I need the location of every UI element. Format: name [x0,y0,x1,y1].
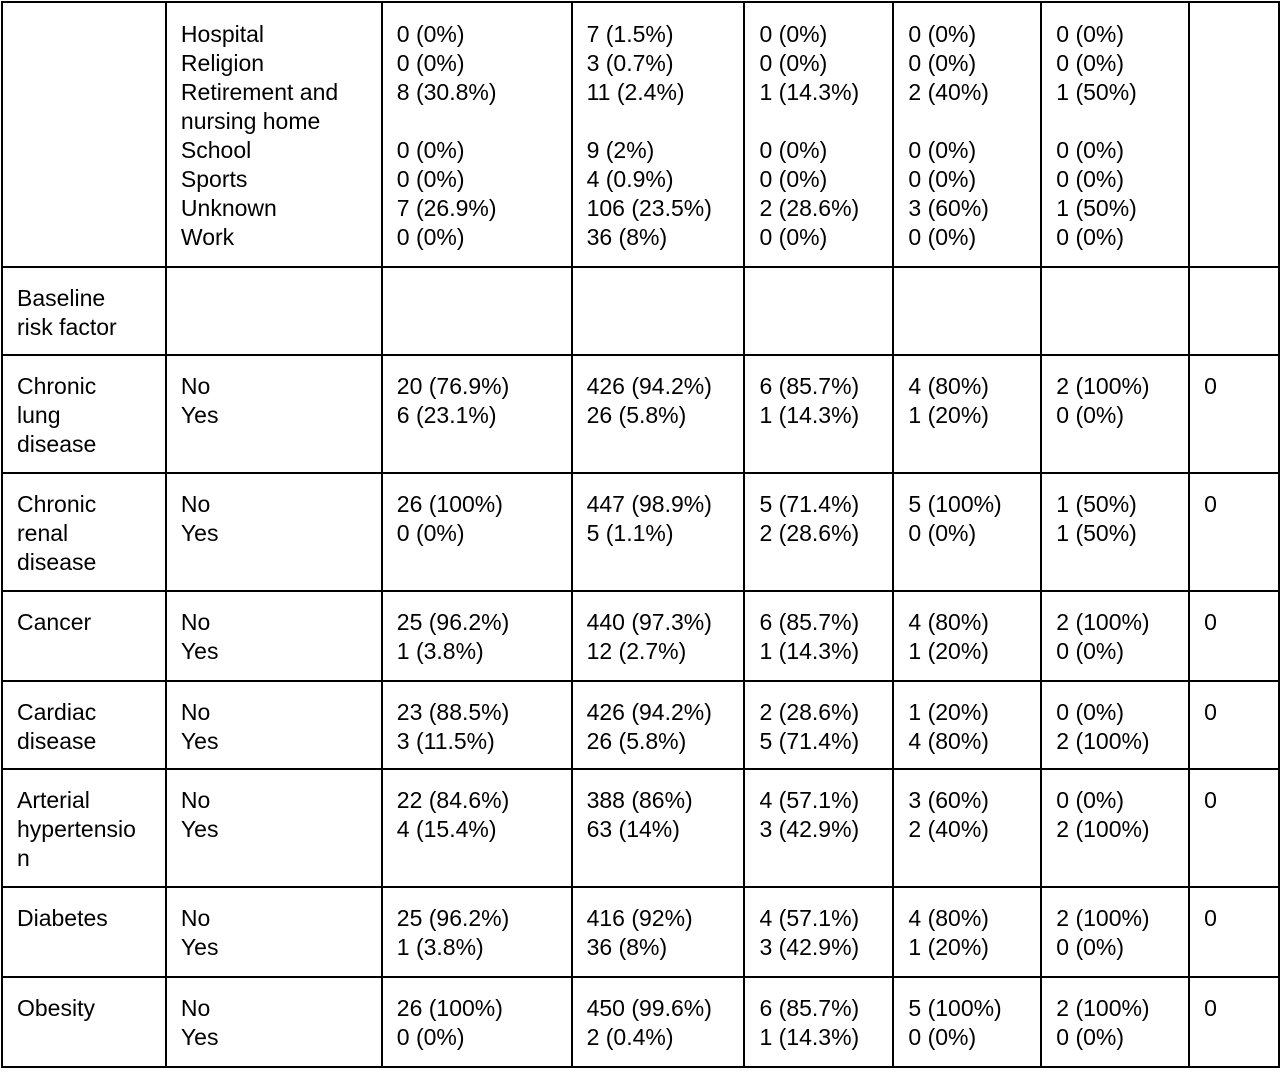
value-cell-col2 [572,681,745,769]
cell-line: 26 (5.8%) [586,402,687,428]
cell-line: 1 (20%) [908,638,989,664]
value-cell-col5 [1041,473,1189,591]
cell-line: 0 (0%) [396,50,465,76]
value-cell-col2 [572,473,745,591]
value-cell-col5 [1041,887,1189,977]
table-row [2,977,1279,1067]
cell-line: 2 (100%) [1056,995,1150,1021]
cell-line: 0 (0%) [759,137,828,163]
cell-line: 9 (2%) [586,137,655,163]
category-cell [166,887,382,977]
cell-line: 23 (88.5%) [396,699,510,725]
cell-line: Arterial [17,787,90,813]
cell-line: Yes [180,1024,219,1050]
cell-line: 0 (0%) [759,166,828,192]
value-cell-col3 [744,473,893,591]
cell-line: 6 (85.7%) [759,609,860,635]
table-body [2,2,1279,1067]
cell-line: 25 (96.2%) [396,609,510,635]
cell-line: 5 (71.4%) [759,728,860,754]
value-cell-col2 [572,2,745,267]
cell-line: 0 [1204,373,1217,399]
cell-line: 12 (2.7%) [586,638,687,664]
row-label-cell [2,591,166,681]
cell-line: Yes [180,816,219,842]
cell-line: 0 (0%) [396,520,465,546]
cell-line: 388 (86%) [586,787,693,813]
cell-line: 0 (0%) [1056,137,1125,163]
category-cell [166,977,382,1067]
cell-line: 3 (11.5%) [396,728,495,754]
category-cell [166,355,382,473]
cell-line: 20 (76.9%) [396,373,510,399]
value-cell-col2 [572,267,745,355]
cell-line: 2 (28.6%) [759,699,860,725]
table-row [2,591,1279,681]
cell-line: 0 [1204,905,1217,931]
value-cell-col6 [1189,591,1279,681]
cell-line: 1 (20%) [908,402,989,428]
value-cell-col5 [1041,2,1189,267]
value-cell-col5 [1041,977,1189,1067]
value-cell-col6 [1189,681,1279,769]
cell-line [1056,107,1180,136]
value-cell-col1 [382,591,572,681]
cell-line: 3 (42.9%) [759,934,860,960]
value-cell-col4 [893,591,1041,681]
value-cell-col3 [744,769,893,887]
cell-line: Religion [180,50,265,76]
cell-line: 5 (1.1%) [586,520,674,546]
cell-line: 4 (80%) [908,373,989,399]
cell-line: 2 (100%) [1056,905,1150,931]
cell-line: disease [17,549,97,575]
category-cell [166,473,382,591]
cell-line: 5 (100%) [908,491,1002,517]
cell-line: hypertensio [17,816,136,842]
value-cell-col1 [382,267,572,355]
cell-line: renal [17,520,69,546]
row-label-cell [2,267,166,355]
cell-line: 3 (42.9%) [759,816,860,842]
cell-line: 1 (50%) [1056,79,1137,105]
cell-line: 26 (100%) [396,995,503,1021]
value-cell-col4 [893,769,1041,887]
cell-line: Obesity [17,995,95,1021]
value-cell-col1 [382,355,572,473]
value-cell-col2 [572,591,745,681]
cell-line: 0 (0%) [396,224,465,250]
value-cell-col3 [744,267,893,355]
cell-line: 0 (0%) [396,21,465,47]
value-cell-col3 [744,681,893,769]
table-row [2,681,1279,769]
cell-line: 416 (92%) [586,905,693,931]
cell-line: 0 (0%) [1056,638,1125,664]
value-cell-col1 [382,473,572,591]
cell-line: No [180,491,211,517]
cell-line: 1 (50%) [1056,195,1137,221]
value-cell-col6 [1189,355,1279,473]
cell-line: Retirement and [180,79,339,105]
cell-line: 0 (0%) [908,50,977,76]
cell-line: 0 (0%) [1056,21,1125,47]
cell-line [587,107,736,136]
cell-line: 4 (80%) [908,728,989,754]
cell-line: Sports [180,166,248,192]
value-cell-col6 [1189,977,1279,1067]
cell-line: 0 (0%) [396,137,465,163]
value-cell-col5 [1041,591,1189,681]
cell-line: n [17,845,30,871]
row-label-cell [2,769,166,887]
row-label-cell [2,473,166,591]
cell-line: 0 (0%) [908,21,977,47]
value-cell-col1 [382,681,572,769]
table-row [2,473,1279,591]
cell-line: 6 (85.7%) [759,373,860,399]
value-cell-col5 [1041,267,1189,355]
cell-line: 36 (8%) [586,224,668,250]
cell-line: 0 [1204,995,1217,1021]
category-cell [166,769,382,887]
value-cell-col1 [382,887,572,977]
value-cell-col4 [893,2,1041,267]
value-cell-col4 [893,887,1041,977]
cell-line: No [180,995,211,1021]
cell-line: 1 (20%) [908,934,989,960]
cell-line: 7 (26.9%) [396,195,497,221]
cell-line: Baseline [17,285,106,311]
row-label-cell [2,887,166,977]
value-cell-col1 [382,977,572,1067]
row-label-cell [2,2,166,267]
cell-line: 11 (2.4%) [586,79,685,105]
cell-line: No [180,905,211,931]
cell-line: 4 (80%) [908,905,989,931]
cell-line: 1 (3.8%) [396,934,484,960]
value-cell-col2 [572,887,745,977]
cell-line: Hospital [180,21,265,47]
cell-line: 0 (0%) [759,224,828,250]
cell-line: 4 (0.9%) [586,166,674,192]
category-cell [166,591,382,681]
cell-line: 0 (0%) [908,137,977,163]
cell-line: 0 (0%) [759,21,828,47]
cell-line: 3 (60%) [908,195,989,221]
value-cell-col3 [744,977,893,1067]
cell-line: 0 (0%) [1056,934,1125,960]
cell-line: Yes [180,520,219,546]
value-cell-col4 [893,355,1041,473]
cell-line: 0 (0%) [1056,402,1125,428]
cell-line: 1 (20%) [908,699,989,725]
cell-line: 0 [1204,491,1217,517]
cell-line: 0 [1204,609,1217,635]
cell-line [908,107,1032,136]
cell-line: 0 (0%) [1056,1024,1125,1050]
cell-line: 4 (57.1%) [759,905,860,931]
cell-line: 106 (23.5%) [586,195,712,221]
category-cell [166,267,382,355]
value-cell-col3 [744,355,893,473]
cell-line: 25 (96.2%) [396,905,510,931]
cell-line: 440 (97.3%) [586,609,712,635]
cell-line: 4 (15.4%) [396,816,497,842]
cell-line: 0 (0%) [396,166,465,192]
value-cell-col1 [382,769,572,887]
cell-line: No [180,373,211,399]
cell-line: 6 (85.7%) [759,995,860,1021]
table-row [2,769,1279,887]
cell-line: No [180,609,211,635]
category-cell [166,681,382,769]
cell-line: Cancer [17,609,92,635]
cell-line: 447 (98.9%) [586,491,712,517]
value-cell-col5 [1041,681,1189,769]
cell-line: 2 (28.6%) [759,195,860,221]
category-cell [166,2,382,267]
cell-line: 36 (8%) [586,934,668,960]
cell-line: 0 (0%) [1056,699,1125,725]
cell-line: 5 (100%) [908,995,1002,1021]
cell-line: Work [180,224,235,250]
cell-line: 26 (5.8%) [586,728,687,754]
cell-line: 2 (100%) [1056,728,1150,754]
value-cell-col6 [1189,769,1279,887]
value-cell-col5 [1041,355,1189,473]
cell-line: Cardiac [17,699,97,725]
value-cell-col6 [1189,887,1279,977]
value-cell-col3 [744,591,893,681]
cell-line: 4 (57.1%) [759,787,860,813]
cell-line: nursing home [180,108,321,134]
risk-factor-table [1,1,1280,1068]
cell-line [759,107,884,136]
cell-line: 2 (100%) [1056,609,1150,635]
value-cell-col6 [1189,2,1279,267]
cell-line: 2 (0.4%) [586,1024,674,1050]
cell-line: 0 (0%) [1056,787,1125,813]
cell-line: 2 (40%) [908,79,989,105]
row-label-cell [2,681,166,769]
cell-line: 26 (100%) [396,491,503,517]
cell-line: 0 (0%) [908,520,977,546]
cell-line: 4 (80%) [908,609,989,635]
cell-line: 1 (50%) [1056,520,1137,546]
cell-line: 0 (0%) [908,224,977,250]
cell-line: 22 (84.6%) [396,787,510,813]
cell-line [397,107,563,136]
cell-line: 1 (14.3%) [759,79,860,105]
value-cell-col6 [1189,267,1279,355]
value-cell-col2 [572,977,745,1067]
cell-line: Chronic [17,373,97,399]
value-cell-col6 [1189,473,1279,591]
cell-line: Yes [180,402,219,428]
cell-line: 0 [1204,787,1217,813]
cell-line: 450 (99.6%) [586,995,712,1021]
cell-line: 0 (0%) [908,166,977,192]
cell-line: 1 (14.3%) [759,638,860,664]
cell-line: 6 (23.1%) [396,402,497,428]
value-cell-col2 [572,769,745,887]
value-cell-col2 [572,355,745,473]
cell-line: risk factor [17,314,117,340]
cell-line: Diabetes [17,905,108,931]
cell-line: Yes [180,934,219,960]
cell-line: 5 (71.4%) [759,491,860,517]
cell-line: Chronic [17,491,97,517]
cell-line: 0 (0%) [1056,224,1125,250]
table-row [2,267,1279,355]
value-cell-col4 [893,473,1041,591]
value-cell-col3 [744,887,893,977]
cell-line: Yes [180,728,219,754]
cell-line: No [180,699,211,725]
cell-line: Yes [180,638,219,664]
cell-line: 2 (28.6%) [759,520,860,546]
table-row [2,355,1279,473]
value-cell-col3 [744,2,893,267]
cell-line: 2 (100%) [1056,373,1150,399]
cell-line: 0 (0%) [759,50,828,76]
cell-line: 8 (30.8%) [396,79,497,105]
cell-line: 0 (0%) [1056,50,1125,76]
cell-line: 1 (14.3%) [759,1024,860,1050]
cell-line: 0 [1204,699,1217,725]
table-row [2,887,1279,977]
value-cell-col4 [893,681,1041,769]
cell-line: 2 (100%) [1056,816,1150,842]
cell-line: 1 (3.8%) [396,638,484,664]
cell-line: Unknown [180,195,277,221]
value-cell-col4 [893,267,1041,355]
row-label-cell [2,977,166,1067]
cell-line: lung [17,402,61,428]
value-cell-col4 [893,977,1041,1067]
cell-line: 0 (0%) [396,1024,465,1050]
cell-line: disease [17,431,97,457]
cell-line: 63 (14%) [586,816,680,842]
value-cell-col1 [382,2,572,267]
cell-line: disease [17,728,97,754]
value-cell-col5 [1041,769,1189,887]
cell-line: 2 (40%) [908,816,989,842]
cell-line: 0 (0%) [908,1024,977,1050]
cell-line: No [180,787,211,813]
row-label-cell [2,355,166,473]
cell-line: 7 (1.5%) [586,21,674,47]
table-row [2,2,1279,267]
cell-line: 1 (14.3%) [759,402,860,428]
cell-line: 0 (0%) [1056,166,1125,192]
cell-line: 426 (94.2%) [586,699,712,725]
cell-line: School [180,137,252,163]
cell-line: 3 (0.7%) [586,50,674,76]
cell-line: 3 (60%) [908,787,989,813]
cell-line: 1 (50%) [1056,491,1137,517]
cell-line: 426 (94.2%) [586,373,712,399]
